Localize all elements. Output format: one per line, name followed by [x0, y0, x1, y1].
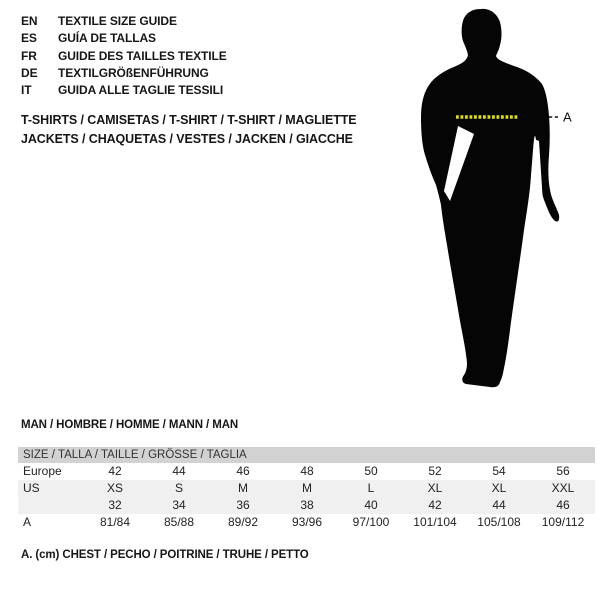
table-cell: 32 — [108, 498, 122, 512]
table-cell: L — [367, 481, 375, 495]
table-cell: 54 — [492, 464, 506, 478]
table-cell: M — [302, 481, 312, 495]
table-cell: 48 — [300, 464, 314, 478]
table-cell: 105/108 — [477, 515, 521, 529]
size-table-body — [18, 463, 595, 531]
table-cell: 44 — [492, 498, 506, 512]
table-cell: 34 — [172, 498, 186, 512]
language-label: TEXTILGRÖßENFÜHRUNG — [58, 65, 209, 80]
table-row — [18, 514, 595, 531]
table-cell: 101/104 — [413, 515, 457, 529]
language-list — [21, 13, 227, 99]
table-cell: 93/96 — [291, 515, 323, 529]
table-row — [18, 497, 595, 514]
category-line-jackets: JACKETS / CHAQUETAS / VESTES / JACKEN / GIACCHE — [21, 131, 353, 146]
table-cell: 97/100 — [352, 515, 390, 529]
table-cell: 36 — [236, 498, 250, 512]
table-row — [18, 480, 595, 497]
measurement-footnote: A. (cm) CHEST / PECHO / POITRINE / TRUHE / PETTO — [21, 549, 309, 561]
category-line-tshirts: T-SHIRTS / CAMISETAS / T-SHIRT / T-SHIRT / MAGLIETTE — [21, 113, 357, 127]
table-row — [18, 463, 595, 480]
table-cell: 81/84 — [99, 515, 131, 529]
table-cell: 40 — [364, 498, 378, 512]
table-cell: 85/88 — [163, 515, 195, 529]
row-label: A — [23, 515, 32, 529]
table-cell: 52 — [428, 464, 442, 478]
row-label — [18, 497, 83, 514]
table-cell: 109/112 — [541, 515, 585, 529]
figure-area — [400, 5, 575, 395]
table-cell: 46 — [556, 498, 570, 512]
table-cell: 56 — [556, 464, 570, 478]
language-code: FR — [21, 48, 37, 63]
category-list — [21, 111, 357, 148]
table-cell: M — [238, 481, 248, 495]
table-cell: 42 — [108, 464, 122, 478]
language-label: GUÍA DE TALLAS — [58, 31, 156, 46]
language-code: ES — [21, 31, 37, 46]
measure-label: A — [563, 109, 572, 125]
size-table — [18, 447, 595, 531]
language-code: IT — [21, 83, 32, 98]
table-cell: XL — [427, 481, 443, 495]
language-label: GUIDE DES TAILLES TEXTILE — [58, 48, 227, 63]
table-cell: 46 — [236, 464, 250, 478]
table-cell: S — [174, 481, 183, 495]
table-cell: 38 — [300, 498, 314, 512]
table-cell: 89/92 — [227, 515, 259, 529]
table-cell: XXL — [551, 481, 575, 495]
table-cell: 50 — [364, 464, 378, 478]
table-cell: 42 — [428, 498, 442, 512]
language-label: GUIDA ALLE TAGLIE TESSILI — [58, 83, 224, 98]
table-cell: XS — [106, 481, 123, 495]
section-title-man: MAN / HOMBRE / HOMME / MANN / MAN — [21, 419, 239, 431]
language-code: DE — [21, 65, 38, 80]
language-code: EN — [21, 14, 38, 28]
row-label: Europe — [23, 464, 62, 478]
table-cell: 44 — [172, 464, 186, 478]
table-cell: XL — [491, 481, 507, 495]
row-label: US — [23, 481, 40, 495]
language-label: TEXTILE SIZE GUIDE — [58, 14, 177, 28]
size-table-header: SIZE / TALLA / TAILLE / GRÖSSE / TAGLIA — [18, 447, 595, 463]
man-silhouette-svg — [400, 5, 575, 395]
